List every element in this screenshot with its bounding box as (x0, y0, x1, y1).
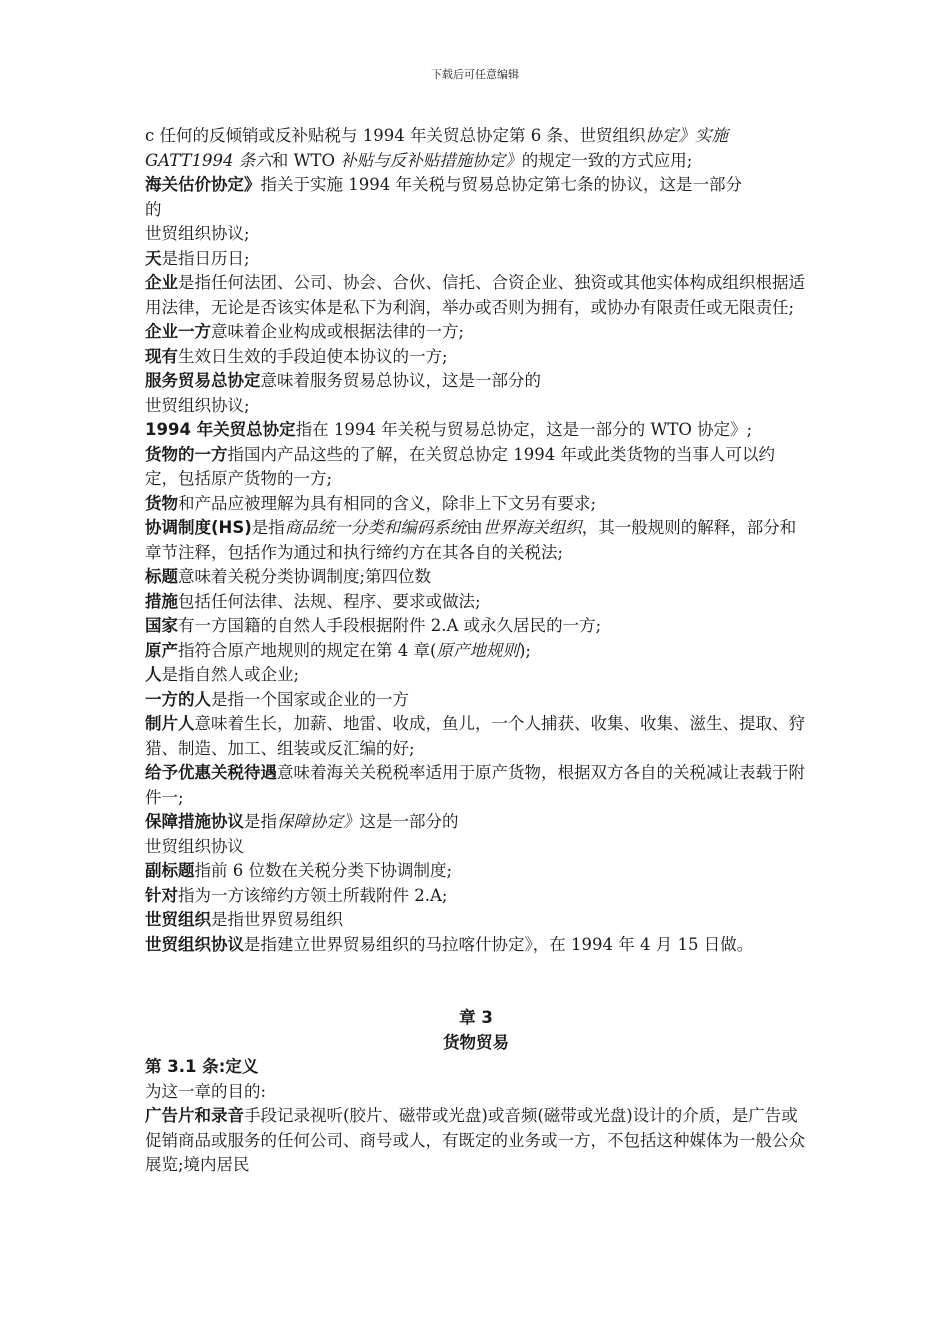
definition-line (145, 614, 807, 639)
definition-text: ，其一般规则的解释，部分和章节注释，包括作为通过和执行缔约方在其各自的关税法; (145, 518, 797, 562)
definition-text: 生效日生效的手段迫使本协议的一方; (178, 346, 448, 366)
definition-text: 世贸组织协议; (145, 395, 250, 415)
section-intro: 为这一章的目的: (145, 1081, 267, 1101)
definition-text: 意味着关税分类协调制度;第四位数 (178, 567, 432, 586)
definition-line (145, 590, 807, 615)
definition-text: 是指任何法团、公司、协会、合伙、信托、合资企业、独资或其他实体构成组织根据适用法律，无论是否该实体是私下为利润，举办或否则为拥有，或协办有限责任或无限责任; (145, 273, 805, 317)
definition-text: 指国内产品这些的了解，在关贸总协定 1994 年或此类货物的当事人可以约定，包括原产货物的一方; (145, 444, 775, 488)
definition-line (145, 761, 807, 810)
definition-text: ); (518, 640, 531, 660)
definition-text: 的规定一致的方式应用; (521, 150, 693, 170)
definition-line (145, 908, 807, 933)
definition-line (145, 810, 807, 835)
definition-term: 广告片和录音 (145, 1106, 244, 1125)
definition-text: 世贸组织协议 (145, 836, 244, 856)
definition-term: 天 (145, 248, 162, 268)
definition-line (145, 418, 807, 443)
definition-text: 和产品应被理解为具有相同的含义，除非上下文另有要求; (178, 493, 597, 513)
definition-text: 指前 6 位数在关税分类下协调制度; (194, 861, 453, 880)
definition-term: 世贸组织 (145, 910, 211, 929)
definition-line (145, 247, 807, 272)
section-gap (145, 957, 807, 1006)
definition-text: 意味着海关关税税率适用于原产货物，根据双方各自的关税减让表载于附件一; (145, 763, 805, 807)
definition-text: 原产地规则 (436, 640, 519, 660)
definition-term: 制片人 (145, 714, 195, 733)
definition-term: 副标题 (145, 861, 195, 880)
definition-text: 指在 1994 年关税与贸易总协定，这是一部分的 WTO 协定》; (295, 420, 753, 439)
section-heading: 第 3.1 条:定义 (145, 1057, 259, 1076)
definition-line (145, 271, 807, 320)
definition-text: 指符合原产地规则的规定在第 4 章( (178, 640, 437, 660)
definition-term: 原产 (145, 640, 178, 660)
definition-term: 服务贸易总协定 (145, 371, 261, 390)
definition-term: 协调制度(HS) (145, 518, 252, 537)
page-header: 下载后可任意编辑 (431, 68, 519, 81)
definition-text: 的 (145, 199, 162, 219)
definition-term: 货物 (145, 493, 178, 513)
definition-line (145, 394, 807, 419)
definition-term: 世贸组织协议 (145, 934, 244, 954)
definition-term: 人 (145, 665, 162, 684)
definition-text: 是指 (251, 518, 285, 537)
definition-term: 货物的一方 (145, 444, 228, 464)
definition-term: 企业 (145, 273, 178, 292)
definition-line (145, 516, 807, 565)
document-body (145, 124, 807, 1178)
definition-line (145, 369, 807, 394)
definition-text: GATT1994 条六 (145, 150, 272, 170)
definition-text: 有一方国籍的自然人手段根据附件 2.A 或永久居民的一方; (178, 616, 602, 635)
definition-text: 指关于实施 1994 年关税与贸易总协定第七条的协议，这是一部分 (260, 175, 742, 194)
definition-text: 是指 (244, 812, 277, 831)
definition-advertising (145, 1104, 807, 1178)
definition-text: 是指自然人或企业; (161, 665, 300, 684)
definition-term: 针对 (145, 885, 178, 905)
definition-text: 意味着生长，加薪、地雷、收成，鱼儿，一个人捕获、收集、收集、滋生、提取、狩猎、制造、加工、组装或反汇编的好; (145, 714, 805, 758)
definition-text: 手段记录视听(胶片、磁带或光盘)或音频(磁带或光盘)设计的介质，是广告或促销商品或服务的任何公司、商号或人，有既定的业务或一方，不包括这种媒体为一般公众展览;境内居民 (145, 1106, 805, 1174)
definition-term: 一方的人 (145, 689, 211, 709)
definition-text: 是指一个国家或企业的一方 (211, 689, 409, 709)
definition-line (145, 933, 807, 958)
definition-line (145, 663, 807, 688)
definition-line (145, 835, 807, 860)
definition-term: 给予优惠关税待遇 (145, 763, 277, 782)
definition-text: 意味着企业构成或根据法律的一方; (211, 322, 465, 341)
definitions-list (145, 124, 807, 957)
definition-text: 和 WTO (271, 150, 341, 170)
definition-text: 包括任何法律、法规、程序、要求或做法; (178, 591, 481, 611)
definition-term: 保障措施协议 (145, 812, 244, 831)
definition-text: c 任何的反倾销或反补贴税与 1994 年关贸总协定第 6 条、世贸组织 (145, 126, 646, 145)
definition-term: 标题 (145, 567, 178, 586)
chapter-number: 章 3 (459, 1008, 493, 1027)
definition-text: 协定》实施 (645, 126, 728, 145)
definition-text: 世贸组织协议; (145, 224, 250, 243)
definition-line (145, 565, 807, 590)
definition-term: 海关估价协定》 (145, 175, 261, 194)
definition-term: 1994 年关贸总协定 (145, 420, 296, 439)
definition-line (145, 639, 807, 664)
definition-term: 企业一方 (145, 322, 211, 341)
definition-line (145, 173, 807, 198)
definition-line (145, 345, 807, 370)
definition-text: 世界海关组织 (482, 518, 582, 537)
definition-text: 商品统一分类和编码系统 (284, 518, 467, 537)
definition-line (145, 884, 807, 909)
definition-line (145, 443, 807, 492)
definition-text: 保障协定》 (277, 812, 360, 831)
definition-line (145, 492, 807, 517)
definition-line (145, 859, 807, 884)
definition-line (145, 222, 807, 247)
definition-text: 是指日历日; (161, 248, 250, 268)
definition-text: 指为一方该缔约方领土所载附件 2.A; (178, 885, 448, 905)
definition-text: 是指建立世界贸易组织的马拉喀什协定》，在 1994 年 4 月 15 日做。 (244, 934, 754, 954)
definition-term: 现有 (145, 346, 178, 366)
definition-text: 由 (466, 518, 483, 537)
definition-line (145, 198, 807, 223)
definition-line (145, 712, 807, 761)
chapter-title: 货物贸易 (443, 1032, 509, 1052)
definition-term: 国家 (145, 616, 178, 635)
definition-line (145, 149, 807, 174)
definition-line (145, 320, 807, 345)
definition-text: 这是一部分的 (359, 812, 459, 831)
definition-text: 是指世界贸易组织 (211, 910, 343, 929)
definition-term: 措施 (145, 591, 178, 611)
definition-text: 意味着服务贸易总协议，这是一部分的 (260, 371, 541, 390)
definition-line (145, 124, 807, 149)
definition-text: 补贴与反补贴措施协定》 (340, 150, 522, 170)
definition-line (145, 688, 807, 713)
